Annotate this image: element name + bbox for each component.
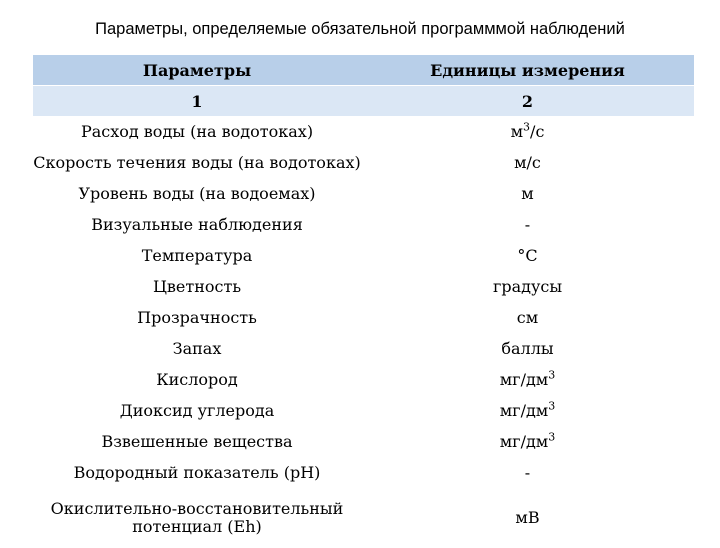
param-cell: Кислород xyxy=(33,365,361,396)
unit-cell xyxy=(361,241,694,272)
page-title: Параметры, определяемые обязательной программмой наблюдений xyxy=(95,20,625,38)
header-parameters: Параметры xyxy=(33,55,361,86)
unit-cell xyxy=(361,210,694,241)
unit-cell xyxy=(361,396,694,427)
unit-text: м xyxy=(521,183,534,203)
unit-text: м xyxy=(510,121,524,141)
param-cell: Визуальные наблюдения xyxy=(33,210,361,241)
column-number-row xyxy=(33,86,694,117)
unit-cell xyxy=(361,489,694,548)
unit-text: мг/дм xyxy=(499,431,549,451)
unit-cell xyxy=(361,179,694,210)
table-row xyxy=(33,303,694,334)
param-cell xyxy=(33,489,361,548)
param-cell: Запах xyxy=(33,334,361,365)
param-cell: Температура xyxy=(33,241,361,272)
unit-cell xyxy=(361,427,694,458)
param-cell: Цветность xyxy=(33,272,361,303)
unit-text: - xyxy=(524,214,531,234)
unit-text: мг/дм xyxy=(499,400,549,420)
param-cell: Водородный показатель (рН) xyxy=(33,458,361,489)
header-units: Единицы измерения xyxy=(361,55,694,86)
param-cell: Прозрачность xyxy=(33,303,361,334)
unit-superscript: 3 xyxy=(548,399,556,413)
unit-cell xyxy=(361,272,694,303)
table-row xyxy=(33,489,694,548)
table-row xyxy=(33,241,694,272)
unit-text: градусы xyxy=(492,276,563,296)
table-row xyxy=(33,117,694,148)
unit-superscript: 3 xyxy=(548,430,556,444)
unit-text: °С xyxy=(517,245,538,265)
unit-text: мг/дм xyxy=(499,369,549,389)
column-number-2: 2 xyxy=(361,86,694,117)
table-row xyxy=(33,272,694,303)
table-row xyxy=(33,458,694,489)
param-cell: Скорость течения воды (на водотоках) xyxy=(33,148,361,179)
unit-text: см xyxy=(516,307,539,327)
unit-cell xyxy=(361,458,694,489)
unit-superscript: 3 xyxy=(548,368,556,382)
param-line-1: Окислительно-восстановительный xyxy=(50,498,344,518)
unit-superscript: 3 xyxy=(523,120,531,134)
unit-text: мВ xyxy=(515,507,540,527)
parameters-table xyxy=(33,55,694,548)
table-row xyxy=(33,427,694,458)
unit-suffix: /с xyxy=(530,121,545,141)
unit-cell xyxy=(361,334,694,365)
unit-cell xyxy=(361,303,694,334)
unit-text: - xyxy=(524,462,531,482)
header-row xyxy=(33,55,694,86)
param-cell: Расход воды (на водотоках) xyxy=(33,117,361,148)
param-cell: Уровень воды (на водоемах) xyxy=(33,179,361,210)
unit-cell xyxy=(361,117,694,148)
table-row xyxy=(33,396,694,427)
unit-cell xyxy=(361,148,694,179)
param-cell: Диоксид углерода xyxy=(33,396,361,427)
column-number-1: 1 xyxy=(33,86,361,117)
table-row xyxy=(33,365,694,396)
table-row xyxy=(33,210,694,241)
param-line-2: потенциал (Eh) xyxy=(132,517,262,536)
unit-text: м/с xyxy=(514,152,541,172)
table-row xyxy=(33,148,694,179)
table-row xyxy=(33,334,694,365)
unit-text: баллы xyxy=(501,338,554,358)
param-cell: Взвешенные вещества xyxy=(33,427,361,458)
table-row xyxy=(33,179,694,210)
unit-cell xyxy=(361,365,694,396)
